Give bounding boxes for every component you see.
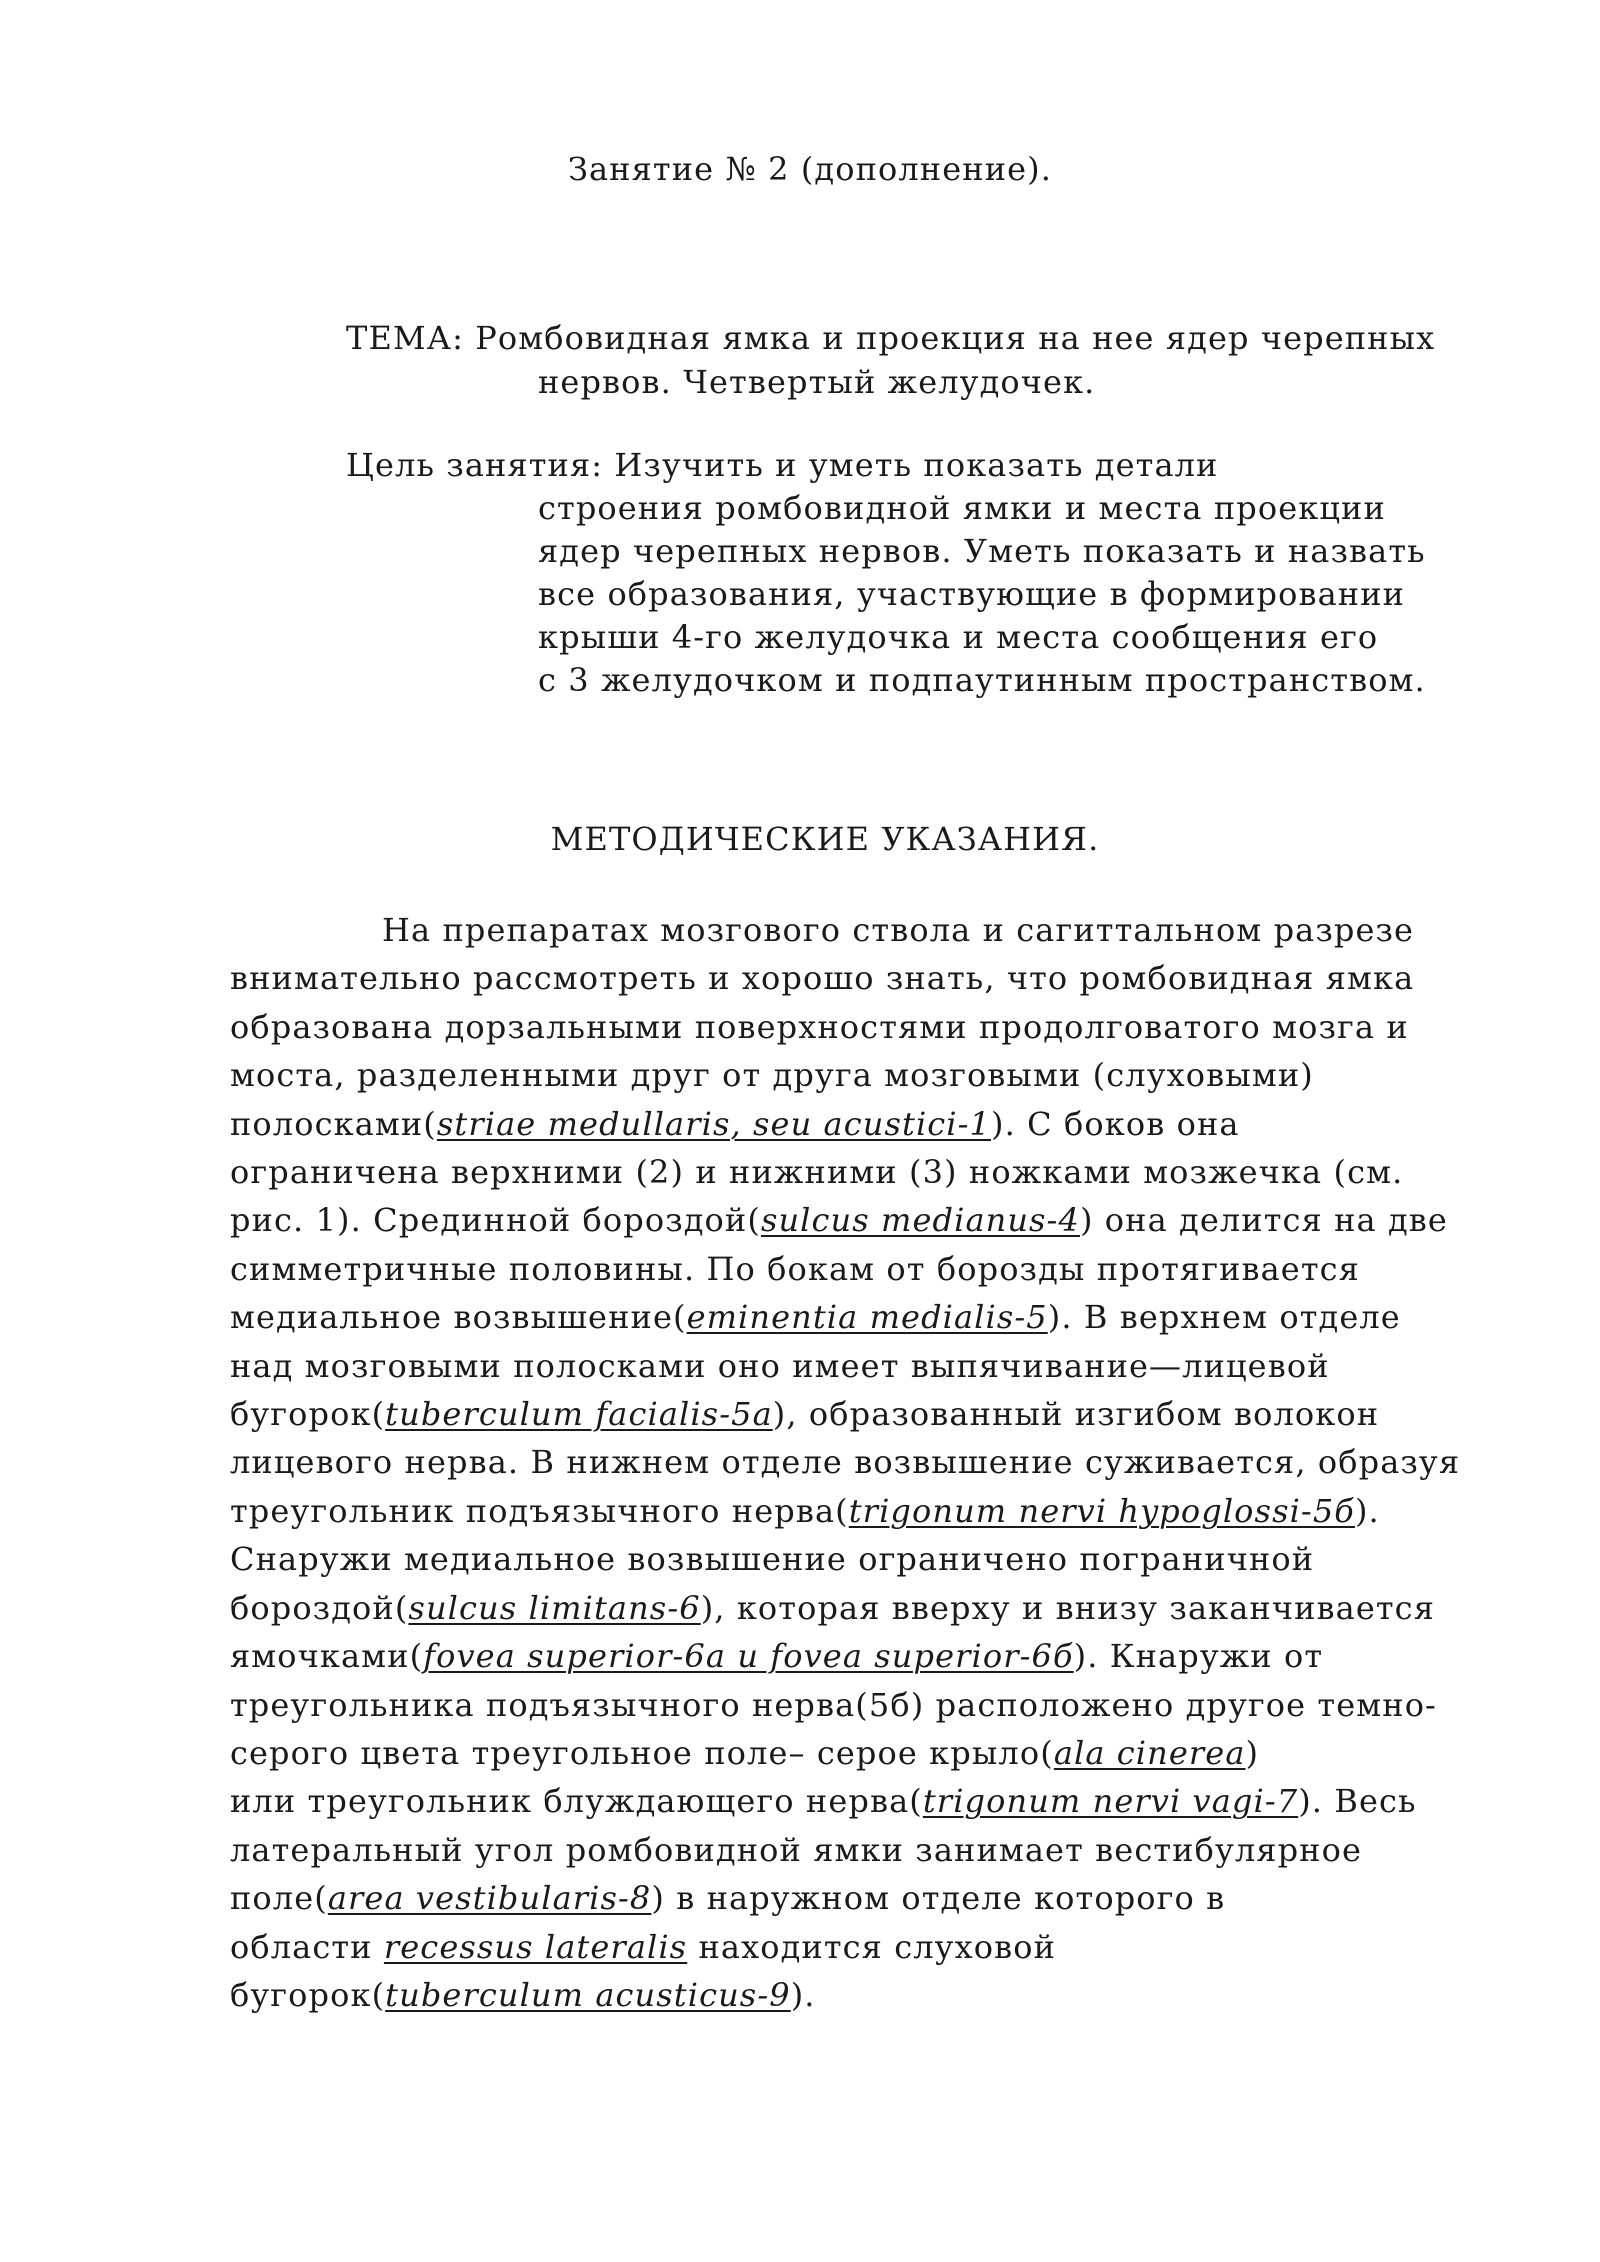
body-text: бугорок( (230, 1975, 386, 2014)
latin-term: sulcus medianus-4 (760, 1201, 1080, 1240)
body-line (230, 1390, 1530, 1438)
goal-line: ядер черепных нервов. Уметь показать и назвать (538, 532, 1426, 570)
body-paragraph (230, 906, 1530, 2019)
body-line (230, 1971, 1530, 2019)
body-line (230, 1584, 1530, 1632)
body-line: На препаратах мозгового ствола и сагиттальном разрезе (382, 911, 1415, 949)
body-line (230, 1100, 1530, 1148)
latin-term: sulcus limitans-6 (408, 1588, 701, 1627)
body-text: ), образованный изгибом волокон (772, 1395, 1380, 1434)
body-text: ) она делится на две (1079, 1201, 1448, 1240)
body-text: полосками( (230, 1104, 437, 1143)
goal-line: крыши 4-го желудочка и места сообщения его (538, 618, 1379, 656)
body-text: ). Кнаружи от (1073, 1637, 1324, 1676)
body-text: треугольник подъязычного нерва( (230, 1491, 849, 1530)
goal-line: все образования, участвующие в формировании (538, 575, 1406, 613)
body-line (230, 1729, 1530, 1777)
lesson-theme (346, 316, 1435, 404)
body-line: треугольника подъязычного нерва(5б) расположено другое темно- (230, 1685, 1437, 1724)
body-text: ), которая вверху и внизу заканчивается (700, 1588, 1435, 1627)
body-text: области (230, 1927, 384, 1966)
latin-term: tuberculum facialis-5а (385, 1395, 773, 1434)
lesson-title: Занятие № 2 (дополнение). (567, 150, 1053, 188)
body-line (230, 1293, 1530, 1341)
body-line: над мозговыми полосками оно имеет выпячивание—лицевой (230, 1346, 1330, 1385)
body-line: образована дорзальными поверхностями продолговатого мозга и (230, 1007, 1409, 1046)
latin-term: trigonum nervi hypoglossi-5б (848, 1491, 1355, 1530)
lesson-goal (346, 444, 1426, 702)
body-text: ). Весь (1298, 1782, 1417, 1821)
body-text: ямочками( (230, 1637, 424, 1676)
section-heading: МЕТОДИЧЕСКИЕ УКАЗАНИЯ. (550, 820, 1100, 858)
body-text: медиальное возвышение( (230, 1298, 687, 1337)
body-line (230, 1923, 1530, 1971)
goal-line: строения ромбовидной ямки и места проекции (538, 489, 1386, 527)
body-text: рис. 1). Срединной бороздой( (230, 1201, 761, 1240)
goal-line: Цель занятия: Изучить и уметь показать детали (346, 446, 1219, 484)
body-text: ). (1354, 1491, 1380, 1530)
latin-term: fovea superior-6а и fovea superior-6б (423, 1637, 1074, 1676)
body-line (230, 1874, 1530, 1922)
latin-term: tuberculum acusticus-9 (385, 1975, 791, 2014)
body-text: находится слуховой (687, 1927, 1057, 1966)
body-line: симметричные половины. По бокам от борозды протягивается (230, 1249, 1360, 1288)
body-text: ). (790, 1975, 816, 2014)
body-line: ограничена верхними (2) и нижними (3) ножками мозжечка (см. (230, 1153, 1404, 1192)
body-text: ) (1245, 1733, 1260, 1772)
latin-term: recessus lateralis (383, 1927, 688, 1966)
body-line: внимательно рассмотреть и хорошо знать, что ромбовидная ямка (230, 959, 1415, 998)
latin-term: ala cinerea (1053, 1733, 1246, 1772)
body-line (230, 1632, 1530, 1680)
body-line (230, 1196, 1530, 1244)
body-line: Снаружи медиальное возвышение ограничено пограничной (230, 1540, 1315, 1579)
latin-term: trigonum nervi vagi-7 (922, 1782, 1299, 1821)
theme-line: нервов. Четвертый желудочек. (538, 363, 1096, 401)
body-text: бугорок( (230, 1395, 386, 1434)
body-text: ). В верхнем отделе (1047, 1298, 1401, 1337)
theme-line: ТЕМА: Ромбовидная ямка и проекция на нее ядер черепных (346, 319, 1436, 357)
latin-term: striae medullaris, seu acustici-1 (436, 1104, 992, 1143)
body-text: или треугольник блуждающего нерва( (230, 1782, 923, 1821)
body-line: моста, разделенными друг от друга мозговыми (слуховыми) (230, 1056, 1314, 1095)
body-text: серого цвета треугольное поле– серое крыло( (230, 1733, 1054, 1772)
body-line: лицевого нерва. В нижнем отделе возвышение суживается, образуя (230, 1443, 1461, 1482)
body-text: поле( (230, 1879, 328, 1918)
body-line (230, 1487, 1530, 1535)
body-text: бороздой( (230, 1588, 409, 1627)
goal-line: с 3 желудочком и подпаутинным пространством. (538, 661, 1426, 699)
body-text: ). С боков она (991, 1104, 1240, 1143)
body-line (230, 1777, 1530, 1825)
latin-term: area vestibularis-8 (327, 1879, 652, 1918)
body-line: латеральный угол ромбовидной ямки занимает вестибулярное (230, 1830, 1363, 1869)
body-text: ) в наружном отделе которого в (651, 1879, 1226, 1918)
latin-term: eminentia medialis-5 (686, 1298, 1048, 1337)
